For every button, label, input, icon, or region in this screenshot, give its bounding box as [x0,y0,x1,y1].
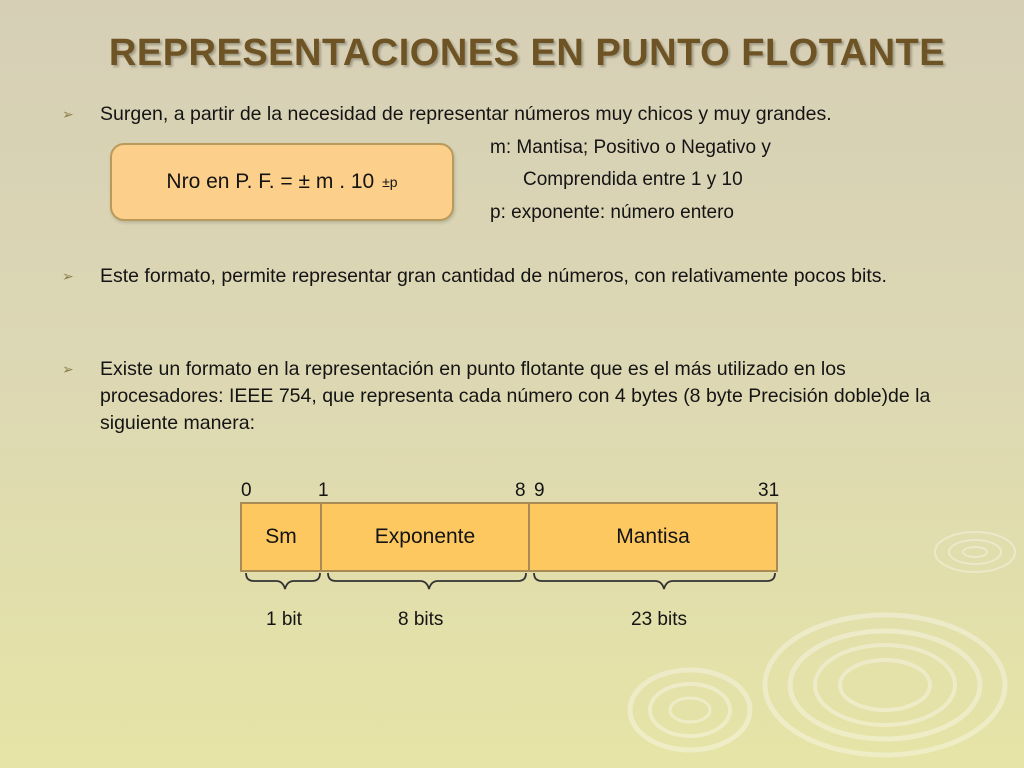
exponent-definition: p: exponente: número entero [490,202,735,223]
sign-bit-count: 1 bit [266,609,302,630]
exponent-field: Exponente [320,502,530,572]
bit-position-label: 1 [318,480,329,501]
mantissa-field: Mantisa [528,502,778,572]
bullet-text: Surgen, a partir de la necesidad de representar números muy chicos y muy grandes. [100,103,832,125]
bit-position-label: 8 [515,480,526,501]
bit-position-label: 9 [534,480,545,501]
arrow-bullet-icon: ➢ [62,361,74,377]
mantissa-definition: m: Mantisa; Positivo o Negativo y [490,137,771,158]
mantissa-definition-cont: Comprendida entre 1 y 10 [523,169,743,190]
arrow-bullet-icon: ➢ [62,268,74,284]
formula-exponent: ±p [382,174,398,190]
arrow-bullet-icon: ➢ [62,106,74,122]
formula-text: Nro en P. F. = ± m . 10 [166,170,375,193]
mantissa-brace [534,573,775,589]
bit-position-label: 31 [758,480,780,501]
sign-brace [246,573,320,589]
exponent-brace [328,573,526,589]
bullet-text: Existe un formato en la representación en punto flotante que es el más utilizado en los procesadores: IEEE 754, que representa cada número con 4 bytes (8 byte Precisión doble)de la siguiente manera: [100,358,931,434]
bit-position-label: 0 [241,480,252,501]
bullet-text: Este formato, permite representar gran cantidad de números, con relativamente pocos bits. [100,265,887,287]
exponent-bit-count: 8 bits [398,609,444,630]
mantissa-bit-count: 23 bits [631,609,687,630]
sign-field: Sm [240,502,322,572]
slide-title: REPRESENTACIONES EN PUNTO FLOTANTE [108,32,946,74]
